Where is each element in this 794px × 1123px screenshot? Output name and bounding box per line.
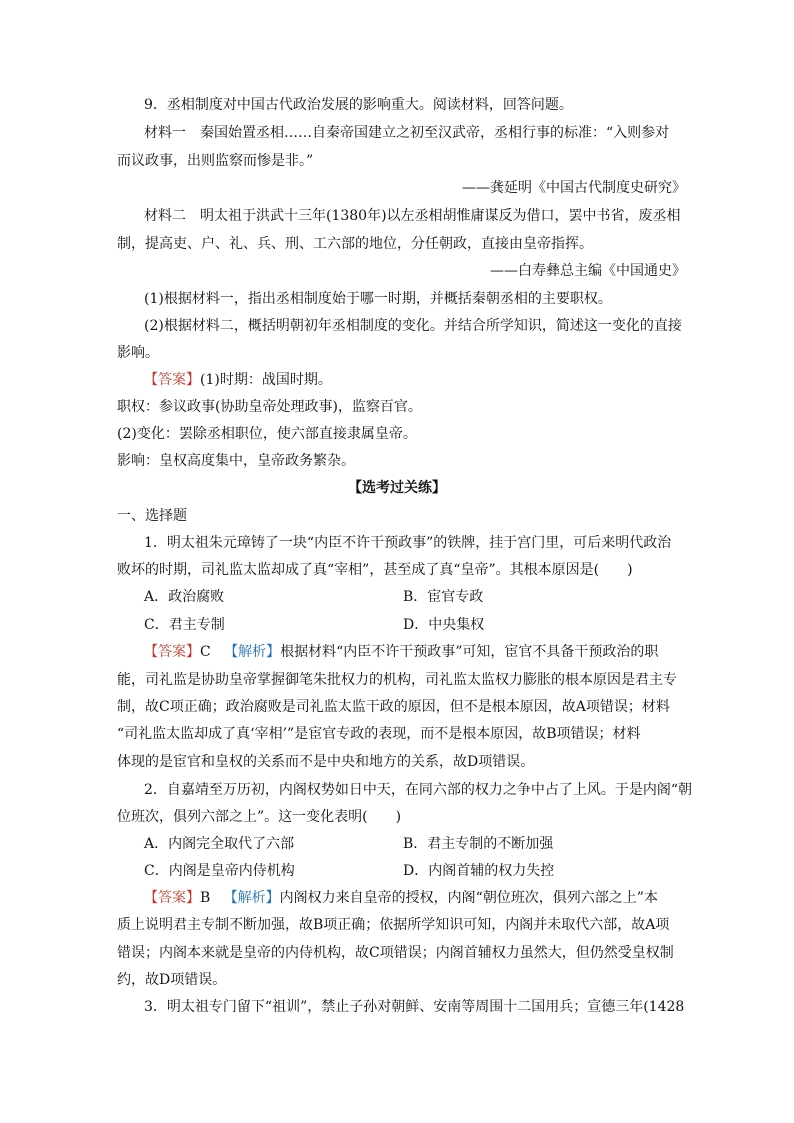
q1-option-d: D．中央集权 <box>403 617 485 633</box>
q2-explanation-2: 质上说明君主专制不断加强，故B项正确；依据所学知识可知，内阁并未取代六部，故A项 <box>117 917 670 933</box>
q1-explanation-1: 根据材料“内臣不许干预政事”可知，宦官不具备干预政治的职 <box>280 644 659 660</box>
answer-tag: 【答案】 <box>144 372 200 388</box>
q9-answer-text: (1)时期：战国时期。 <box>200 372 332 388</box>
q2-explanation-1: 内阁权力来自皇帝的授权，内阁“朝位班次，俱列六部之上”本 <box>279 890 658 906</box>
q1-explanation-5: 体现的是宦官和皇权的关系而不是中央和地方的关系，故D项错误。 <box>117 754 535 770</box>
answer-tag: 【答案】 <box>144 644 200 660</box>
q9-material1-line2: 而议政事，出则监察而惨是非。” <box>117 153 314 169</box>
q1-stem-line2: 败坏的时期，司礼监太监却成了真“宰相”，甚至成了真“皇帝”。其根本原因是( ) <box>117 562 633 578</box>
q9-question2-line2: 影响。 <box>117 345 159 361</box>
q9-answer-line2: 职权：参议政事(协助皇帝处理政事)，监察百官。 <box>117 399 422 415</box>
q1-explanation-3: 制，故C项正确；政治腐败是司礼监太监干政的原因，但不是根本原因，故A项错误；材料 <box>117 699 670 715</box>
q2-explanation-3: 错误；内阁本来就是皇帝的内侍机构，故C项错误；内阁首辅权力虽然大，但仍然受皇权制 <box>117 945 674 961</box>
q9-stem: 9．丞相制度对中国古代政治发展的影响重大。阅读材料，回答问题。 <box>144 97 573 113</box>
q2-stem-line1: 2．自嘉靖至万历初，内阁权势如日中天，在同六部的权力之争中占了上风。于是内阁“朝 <box>144 782 693 798</box>
q1-answer-letter: C <box>200 644 211 660</box>
q9-answer-line4: 影响：皇权高度集中，皇帝政务繁杂。 <box>117 453 355 469</box>
q9-answer-line1 <box>144 370 332 390</box>
q1-explanation-2: 能，司礼监是协助皇帝掌握御笔朱批权力的机构，司礼监太监权力膨胀的根本原因是君主专 <box>117 672 677 688</box>
q9-material2-line2: 制，提高吏、户、礼、兵、刑、工六部的地位，分任朝政，直接由皇帝指挥。 <box>117 236 593 252</box>
part-heading: 一、选择题 <box>117 508 187 524</box>
q2-option-d: D．内阁首辅的权力失控 <box>403 863 555 879</box>
analysis-tag: 【解析】 <box>223 890 280 906</box>
q2-option-a: A．内阁完全取代了六部 <box>144 836 295 852</box>
q2-stem-line2: 位班次，俱列六部之上”。这一变化表明( ) <box>117 809 402 825</box>
q1-option-b: B．宦官专政 <box>403 589 484 605</box>
q9-question2-line1: (2)根据材料二，概括明朝初年丞相制度的变化。并结合所学知识，简述这一变化的直接 <box>144 318 682 334</box>
q2-option-b: B．君主专制的不断加强 <box>403 836 554 852</box>
q2-answer-letter: B <box>200 890 211 906</box>
q1-option-c: C．君主专制 <box>144 617 225 633</box>
q9-material1-source: ——龚延明《中国古代制度史研究》 <box>462 180 686 196</box>
q1-answer-line <box>144 642 658 662</box>
q2-answer-line <box>144 888 658 908</box>
q1-option-a: A．政治腐败 <box>144 589 225 605</box>
q3-stem-line1: 3．明太祖专门留下“祖训”，禁止子孙对朝鲜、安南等周围十二国用兵；宣德三年(1428 <box>144 999 685 1015</box>
q2-option-c: C．内阁是皇帝内侍机构 <box>144 863 295 879</box>
q1-explanation-4: “司礼监太监却成了真‘宰相’”是宦官专政的表现，而不是根本原因，故B项错误；材料 <box>117 726 641 742</box>
q1-stem-line1: 1．明太祖朱元璋铸了一块“内臣不许干预政事”的铁牌，挂于宫门里，可后来明代政治 <box>144 535 672 551</box>
section-title: 【选考过关练】 <box>348 480 446 496</box>
q9-answer-line3: (2)变化：罢除丞相职位，使六部直接隶属皇帝。 <box>117 426 417 442</box>
q9-material2-source: ——白寿彝总主编《中国通史》 <box>490 263 686 279</box>
answer-tag: 【答案】 <box>144 890 200 906</box>
q2-explanation-4: 约，故D项错误。 <box>117 972 227 988</box>
q9-question1: (1)根据材料一，指出丞相制度始于哪一时期，并概括秦朝丞相的主要职权。 <box>144 291 612 307</box>
analysis-tag: 【解析】 <box>224 644 281 660</box>
q9-material1-line1: 材料一 秦国始置丞相……自秦帝国建立之初至汉武帝，丞相行事的标准：“入则参对 <box>144 125 670 141</box>
q9-material2-line1: 材料二 明太祖于洪武十三年(1380年)以左丞相胡惟庸谋反为借口，罢中书省，废丞相 <box>144 208 681 224</box>
